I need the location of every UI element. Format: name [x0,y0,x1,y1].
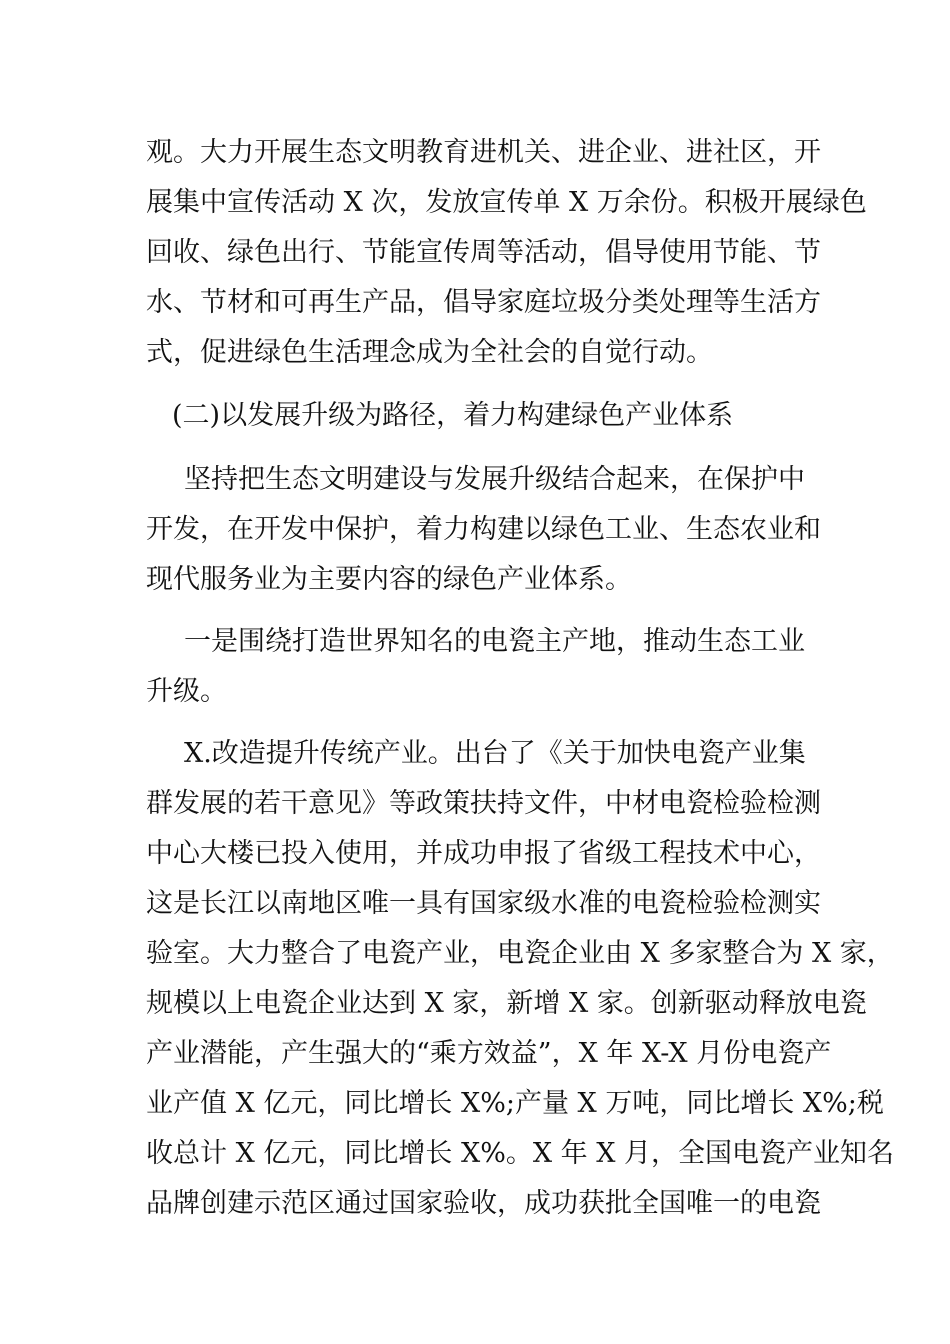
text-line: 群发展的若干意见》等政策扶持文件，中材电瓷检验检测 [146,788,821,819]
section-heading: (二)以发展升级为路径，着力构建绿色产业体系 [172,400,734,431]
text-line: 坚持把生态文明建设与发展升级结合起来，在保护中 [184,464,805,495]
text-line: 式，促进绿色生活理念成为全社会的自觉行动。 [146,337,713,368]
text-line: 这是长江以南地区唯一具有国家级水准的电瓷检验检测实 [146,888,821,919]
text-line: 一是围绕打造世界知名的电瓷主产地，推动生态工业 [184,626,805,657]
text-line: X.改造提升传统产业。出台了《关于加快电瓷产业集 [184,738,806,769]
text-line: 产业潜能，产生强大的“乘方效益”，X 年 X-X 月份电瓷产 [146,1038,832,1069]
text-line: 收总计 X 亿元，同比增长 X%。X 年 X 月，全国电瓷产业知名 [146,1138,895,1169]
text-line: 业产值 X 亿元，同比增长 X%;产量 X 万吨，同比增长 X%;税 [146,1088,884,1119]
text-line: 升级。 [146,676,227,707]
text-line: 中心大楼已投入使用，并成功申报了省级工程技术中心， [146,838,821,869]
text-line: 观。大力开展生态文明教育进机关、进企业、进社区，开 [146,137,821,168]
text-line: 现代服务业为主要内容的绿色产业体系。 [146,564,632,595]
text-line: 水、节材和可再生产品，倡导家庭垃圾分类处理等生活方 [146,287,821,318]
text-line: 验室。大力整合了电瓷产业，电瓷企业由 X 多家整合为 X 家， [146,938,894,969]
text-line: 开发，在开发中保护，着力构建以绿色工业、生态农业和 [146,514,821,545]
text-line: 品牌创建示范区通过国家验收，成功获批全国唯一的电瓷 [146,1188,821,1219]
text-line: 回收、绿色出行、节能宣传周等活动，倡导使用节能、节 [146,237,821,268]
text-line: 展集中宣传活动 X 次，发放宣传单 X 万余份。积极开展绿色 [146,187,867,218]
text-line: 规模以上电瓷企业达到 X 家，新增 X 家。创新驱动释放电瓷 [146,988,867,1019]
